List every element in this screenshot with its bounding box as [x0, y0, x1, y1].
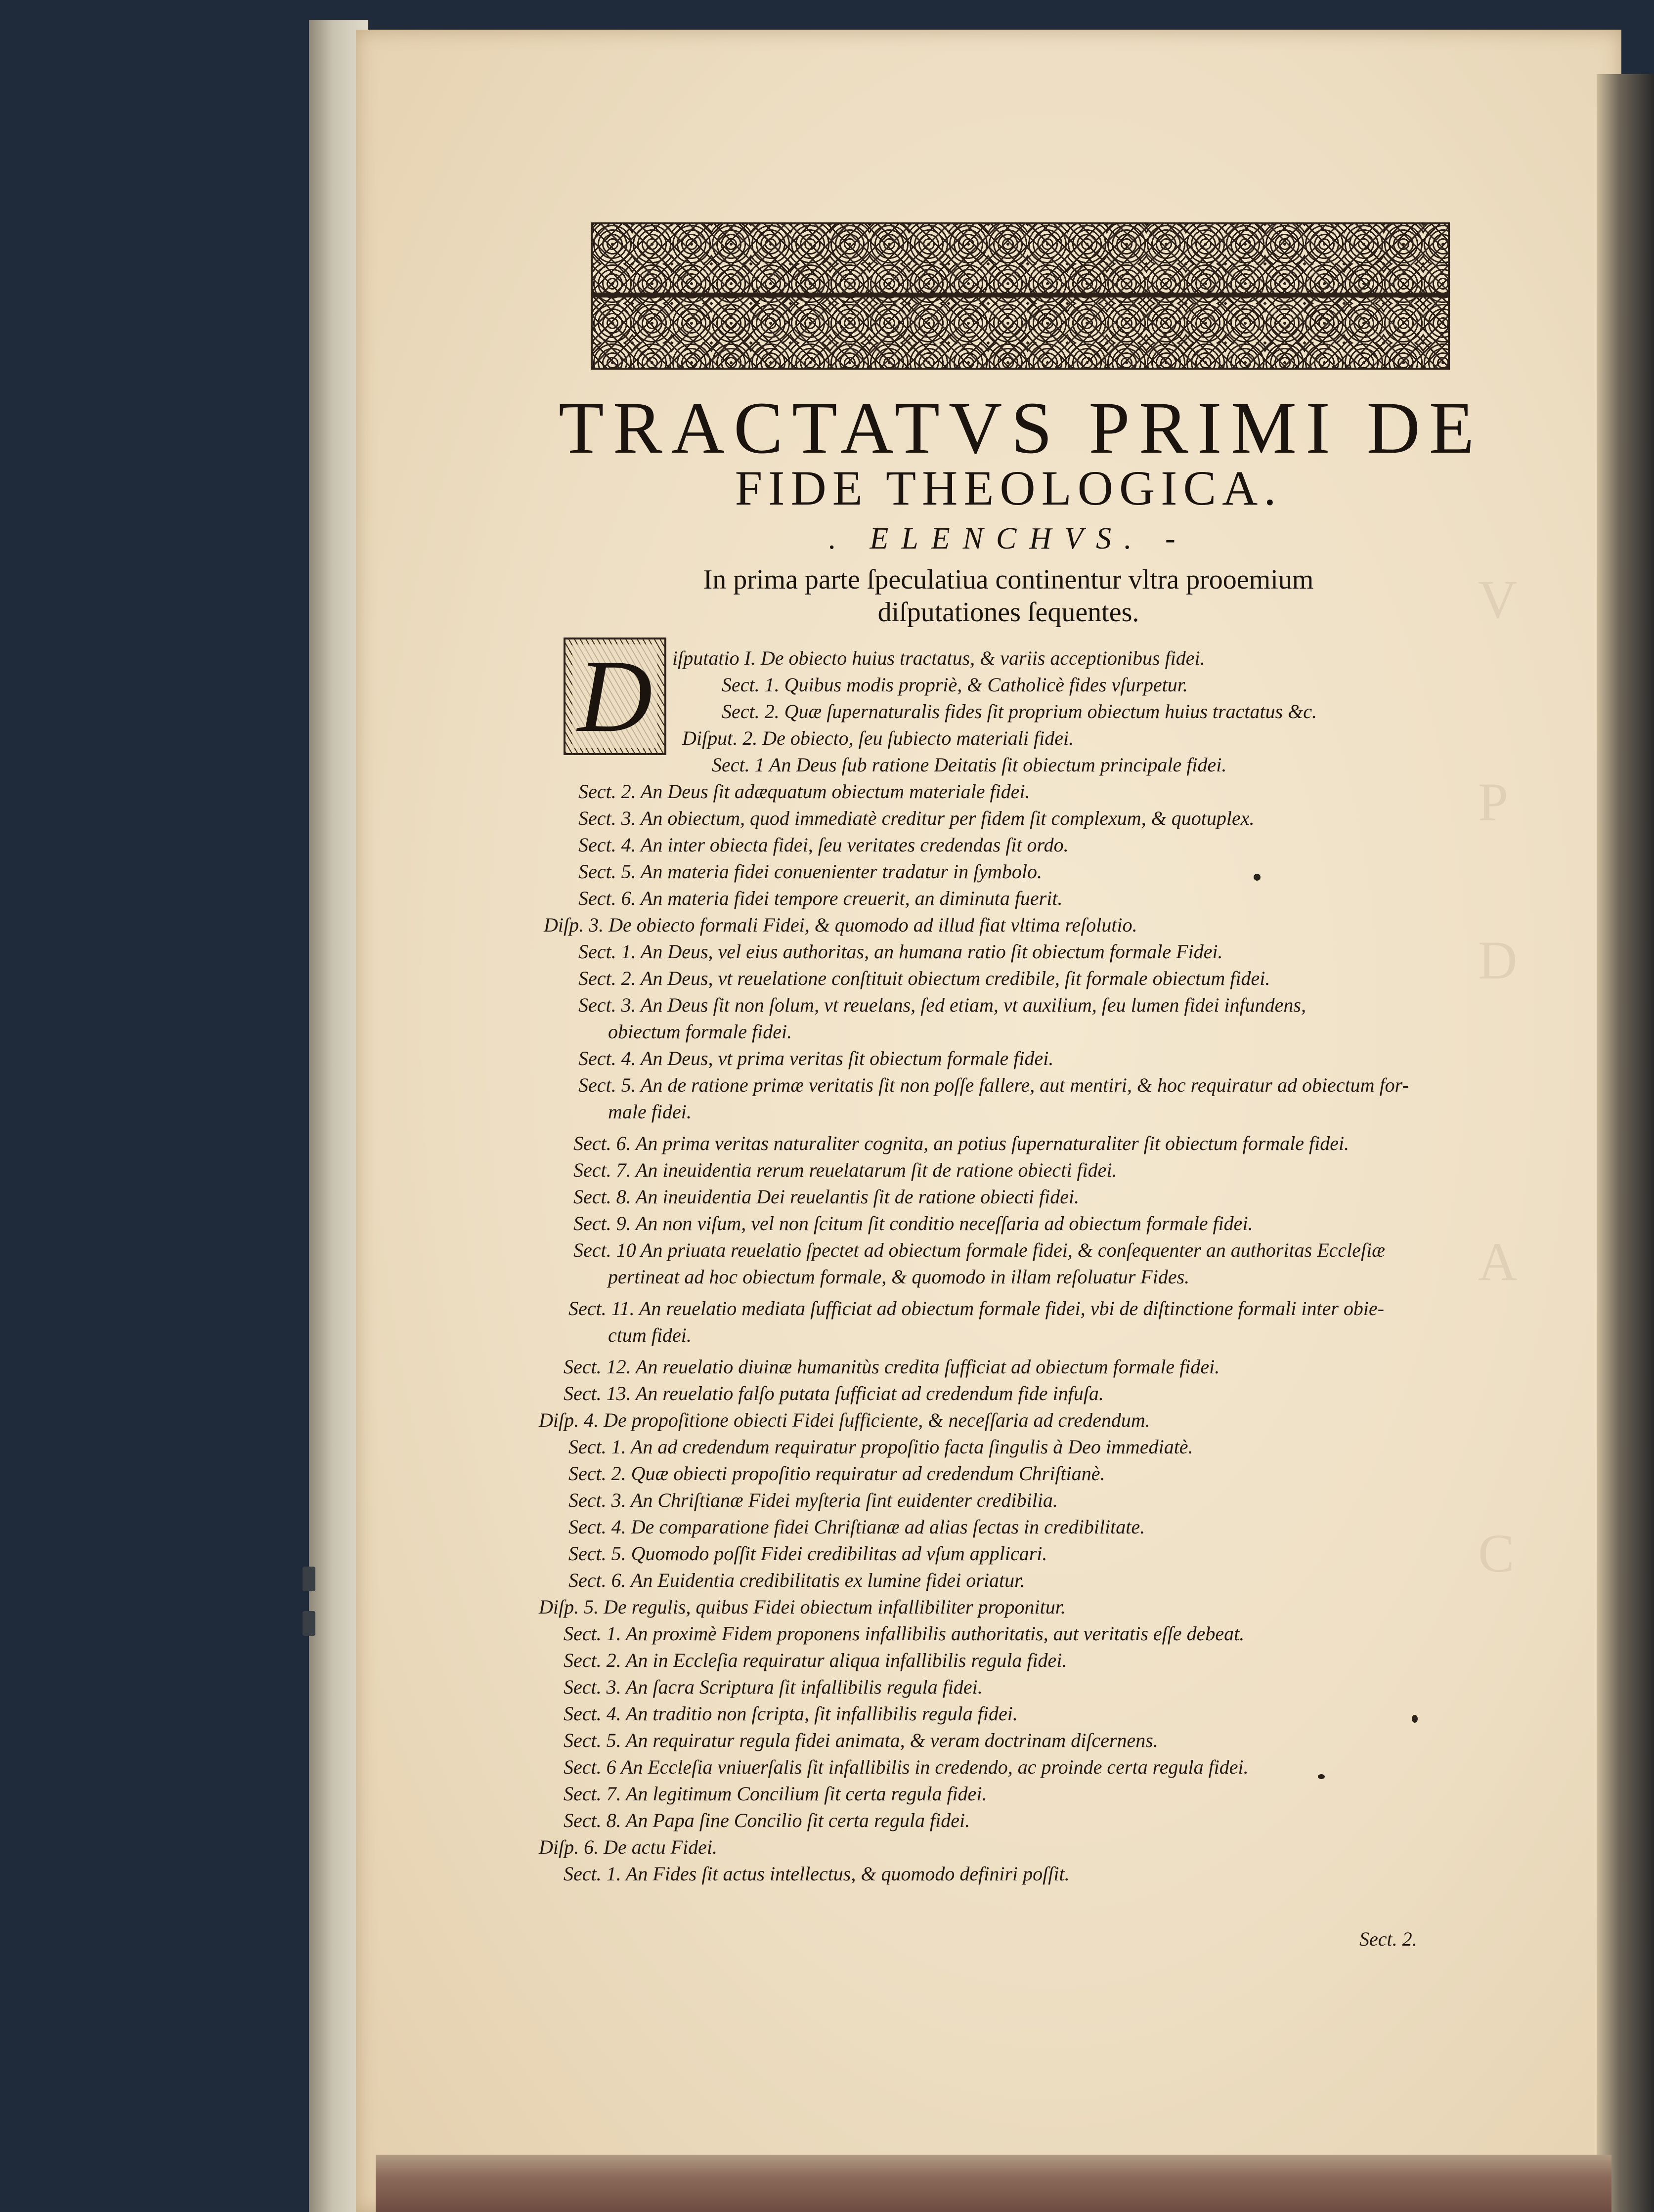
toc-entry: ctum fidei. [608, 1324, 692, 1346]
toc-entry: Sect. 9. An non viſum, vel non ſcitum ſit conditio neceſſaria ad obiectum formale fidei. [573, 1212, 1253, 1234]
toc-entry: Sect. 2. Quæ obiecti propoſitio requiratur ad credendum Chriſtianè. [568, 1462, 1105, 1485]
toc-entry: Sect. 5. An requiratur regula fidei animata, & veram doctrinam diſcernens. [564, 1729, 1158, 1751]
toc-entry: Sect. 8. An ineuidentia Dei reuelantis ſit de ratione obiecti fidei. [573, 1186, 1080, 1208]
page-subtitle: FIDE THEOLOGICA. [735, 461, 1282, 515]
toc-entry: male fidei. [608, 1101, 692, 1123]
toc-entry: Sect. 10 An priuata reuelatio ſpectet ad obiectum formale fidei, & conſequenter an authoritas Eccleſiæ [573, 1239, 1385, 1261]
toc-entry: Sect. 11. An reuelatio mediata ſufficiat ad obiectum formale fidei, vbi de diſtinctione formali inter obie- [568, 1297, 1385, 1319]
toc-entry: Sect. 4. An inter obiecta fidei, ſeu veritates credendas ſit ordo. [578, 834, 1069, 856]
toc-entry: Sect. 12. An reuelatio diuinæ humanitùs credita ſufficiat ad obiectum formale fidei. [564, 1356, 1220, 1378]
toc-entry: Diſp. 4. De propoſitione obiecti Fidei ſufficiente, & neceſſaria ad credendum. [539, 1409, 1150, 1431]
toc-entry: Sect. 1. Quibus modis propriè, & Catholicè fides vſurpetur. [722, 674, 1188, 696]
toc-entry: pertineat ad hoc obiectum formale, & quomodo in illam reſoluatur Fides. [608, 1266, 1190, 1288]
ink-spot [1318, 1774, 1325, 1779]
ink-spot [1254, 874, 1261, 881]
toc-entry: iſputatio I. De obiecto huius tractatus, & variis acceptionibus fidei. [672, 647, 1205, 669]
toc-entry: Sect. 3. An Deus ſit non ſolum, vt reuelans, ſed etiam, vt auxilium, ſeu lumen fidei infundens, [578, 994, 1306, 1016]
toc-entry: Sect. 2. An Deus, vt reuelatione conſtituit obiectum credibile, ſit formale obiectum fidei. [578, 967, 1270, 989]
toc-entry: Diſp. 6. De actu Fidei. [539, 1836, 718, 1858]
toc-entry: Sect. 7. An ineuidentia rerum reuelatarum ſit de ratione obiecti fidei. [573, 1159, 1117, 1181]
toc-entry: Sect. 2. An Deus ſit adæquatum obiectum materiale fidei. [578, 780, 1030, 803]
bleed-through-text: A [1478, 1232, 1518, 1292]
toc-entry: Sect. 6 An Eccleſia vniuerſalis ſit infallibilis in credendo, ac proinde certa regula fidei. [564, 1756, 1249, 1778]
toc-entry: Sect. 4. An Deus, vt prima veritas ſit obiectum formale fidei. [578, 1047, 1054, 1069]
toc-entry: Sect. 1. An Deus, vel eius authoritas, an humana ratio ſit obiectum formale Fidei. [578, 940, 1223, 963]
page-title: TRACTATVS PRIMI DE [559, 387, 1483, 469]
toc-entry: Sect. 6. An Euidentia credibilitatis ex lumine fidei oriatur. [568, 1569, 1025, 1591]
toc-entry: Diſput. 2. De obiecto, ſeu ſubiecto materiali fidei. [682, 727, 1074, 749]
toc-entry: Sect. 6. An prima veritas naturaliter cognita, an potius ſupernaturaliter ſit obiectum formale fidei. [573, 1132, 1349, 1154]
toc-entry: Sect. 1. An ad credendum requiratur propoſitio facta ſingulis à Deo immediatè. [568, 1436, 1193, 1458]
ink-spot [1412, 1715, 1418, 1723]
toc-entry: Sect. 5. An de ratione primæ veritatis ſit non poſſe fallere, aut mentiri, & hoc requiratur ad obiectum for- [578, 1074, 1409, 1096]
initial-letter: D [572, 644, 657, 748]
toc-entry: Sect. 2. An in Eccleſia requiratur aliqua infallibilis regula fidei. [564, 1649, 1067, 1671]
toc-entry: Sect. 7. An legitimum Concilium ſit certa regula fidei. [564, 1783, 987, 1805]
toc-entry: Sect. 4. An traditio non ſcripta, ſit infallibilis regula fidei. [564, 1702, 1018, 1725]
bleed-through-text: D [1478, 930, 1518, 990]
toc-entry: Diſp. 3. De obiecto formali Fidei, & quomodo ad illud fiat vltima reſolutio. [544, 914, 1137, 936]
toc-entry: Sect. 4. De comparatione fidei Chriſtianæ ad alias ſectas in credibilitate. [568, 1516, 1145, 1538]
intro-line: diſputationes ſequentes. [877, 597, 1139, 628]
toc-entry: Sect. 3. An obiectum, quod immediatè creditur per fidem ſit complexum, & quotuplex. [578, 807, 1255, 829]
toc-entry: Sect. 2. Quæ ſupernaturalis fides ſit proprium obiectum huius tractatus &c. [722, 700, 1317, 723]
bleed-through-text: C [1478, 1523, 1515, 1583]
toc-entry: Sect. 1 An Deus ſub ratione Deitatis ſit obiectum principale fidei. [712, 754, 1227, 776]
toc-entry: Sect. 3. An Chriſtianæ Fidei myſteria ſint euidenter credibilia. [568, 1489, 1058, 1511]
intro-line: In prima parte ſpeculatiua continentur vltra prooemium [703, 564, 1314, 595]
toc-entry: Sect. 6. An materia fidei tempore creuerit, an diminuta fuerit. [578, 887, 1063, 909]
bleed-through-text: P [1478, 772, 1509, 832]
bleed-through-text: V [1478, 569, 1518, 630]
toc-entry: Sect. 5. Quomodo poſſit Fidei credibilitas ad vſum applicari. [568, 1542, 1047, 1565]
toc-entry: Sect. 13. An reuelatio falſo putata ſufficiat ad credendum fide infuſa. [564, 1382, 1104, 1404]
toc-entry: Sect. 1. An proximè Fidem proponens infallibilis authoritatis, aut veritatis eſſe debeat. [564, 1622, 1245, 1645]
toc-entry: Sect. 8. An Papa ſine Concilio ſit certa regula fidei. [564, 1809, 970, 1831]
catchword: Sect. 2. [1359, 1928, 1417, 1950]
toc-entry: Sect. 1. An Fides ſit actus intellectus, & quomodo definiri poſſit. [564, 1863, 1070, 1885]
elenchus-heading: . ELENCHVS. - [828, 522, 1188, 555]
toc-entry: Sect. 5. An materia fidei conuenienter tradatur in ſymbolo. [578, 860, 1043, 883]
toc-entry: Diſp. 5. De regulis, quibus Fidei obiectum infallibiliter proponitur. [539, 1596, 1066, 1618]
toc-entry: Sect. 3. An ſacra Scriptura ſit infallibilis regula fidei. [564, 1676, 983, 1698]
toc-entry: obiectum formale fidei. [608, 1021, 792, 1043]
